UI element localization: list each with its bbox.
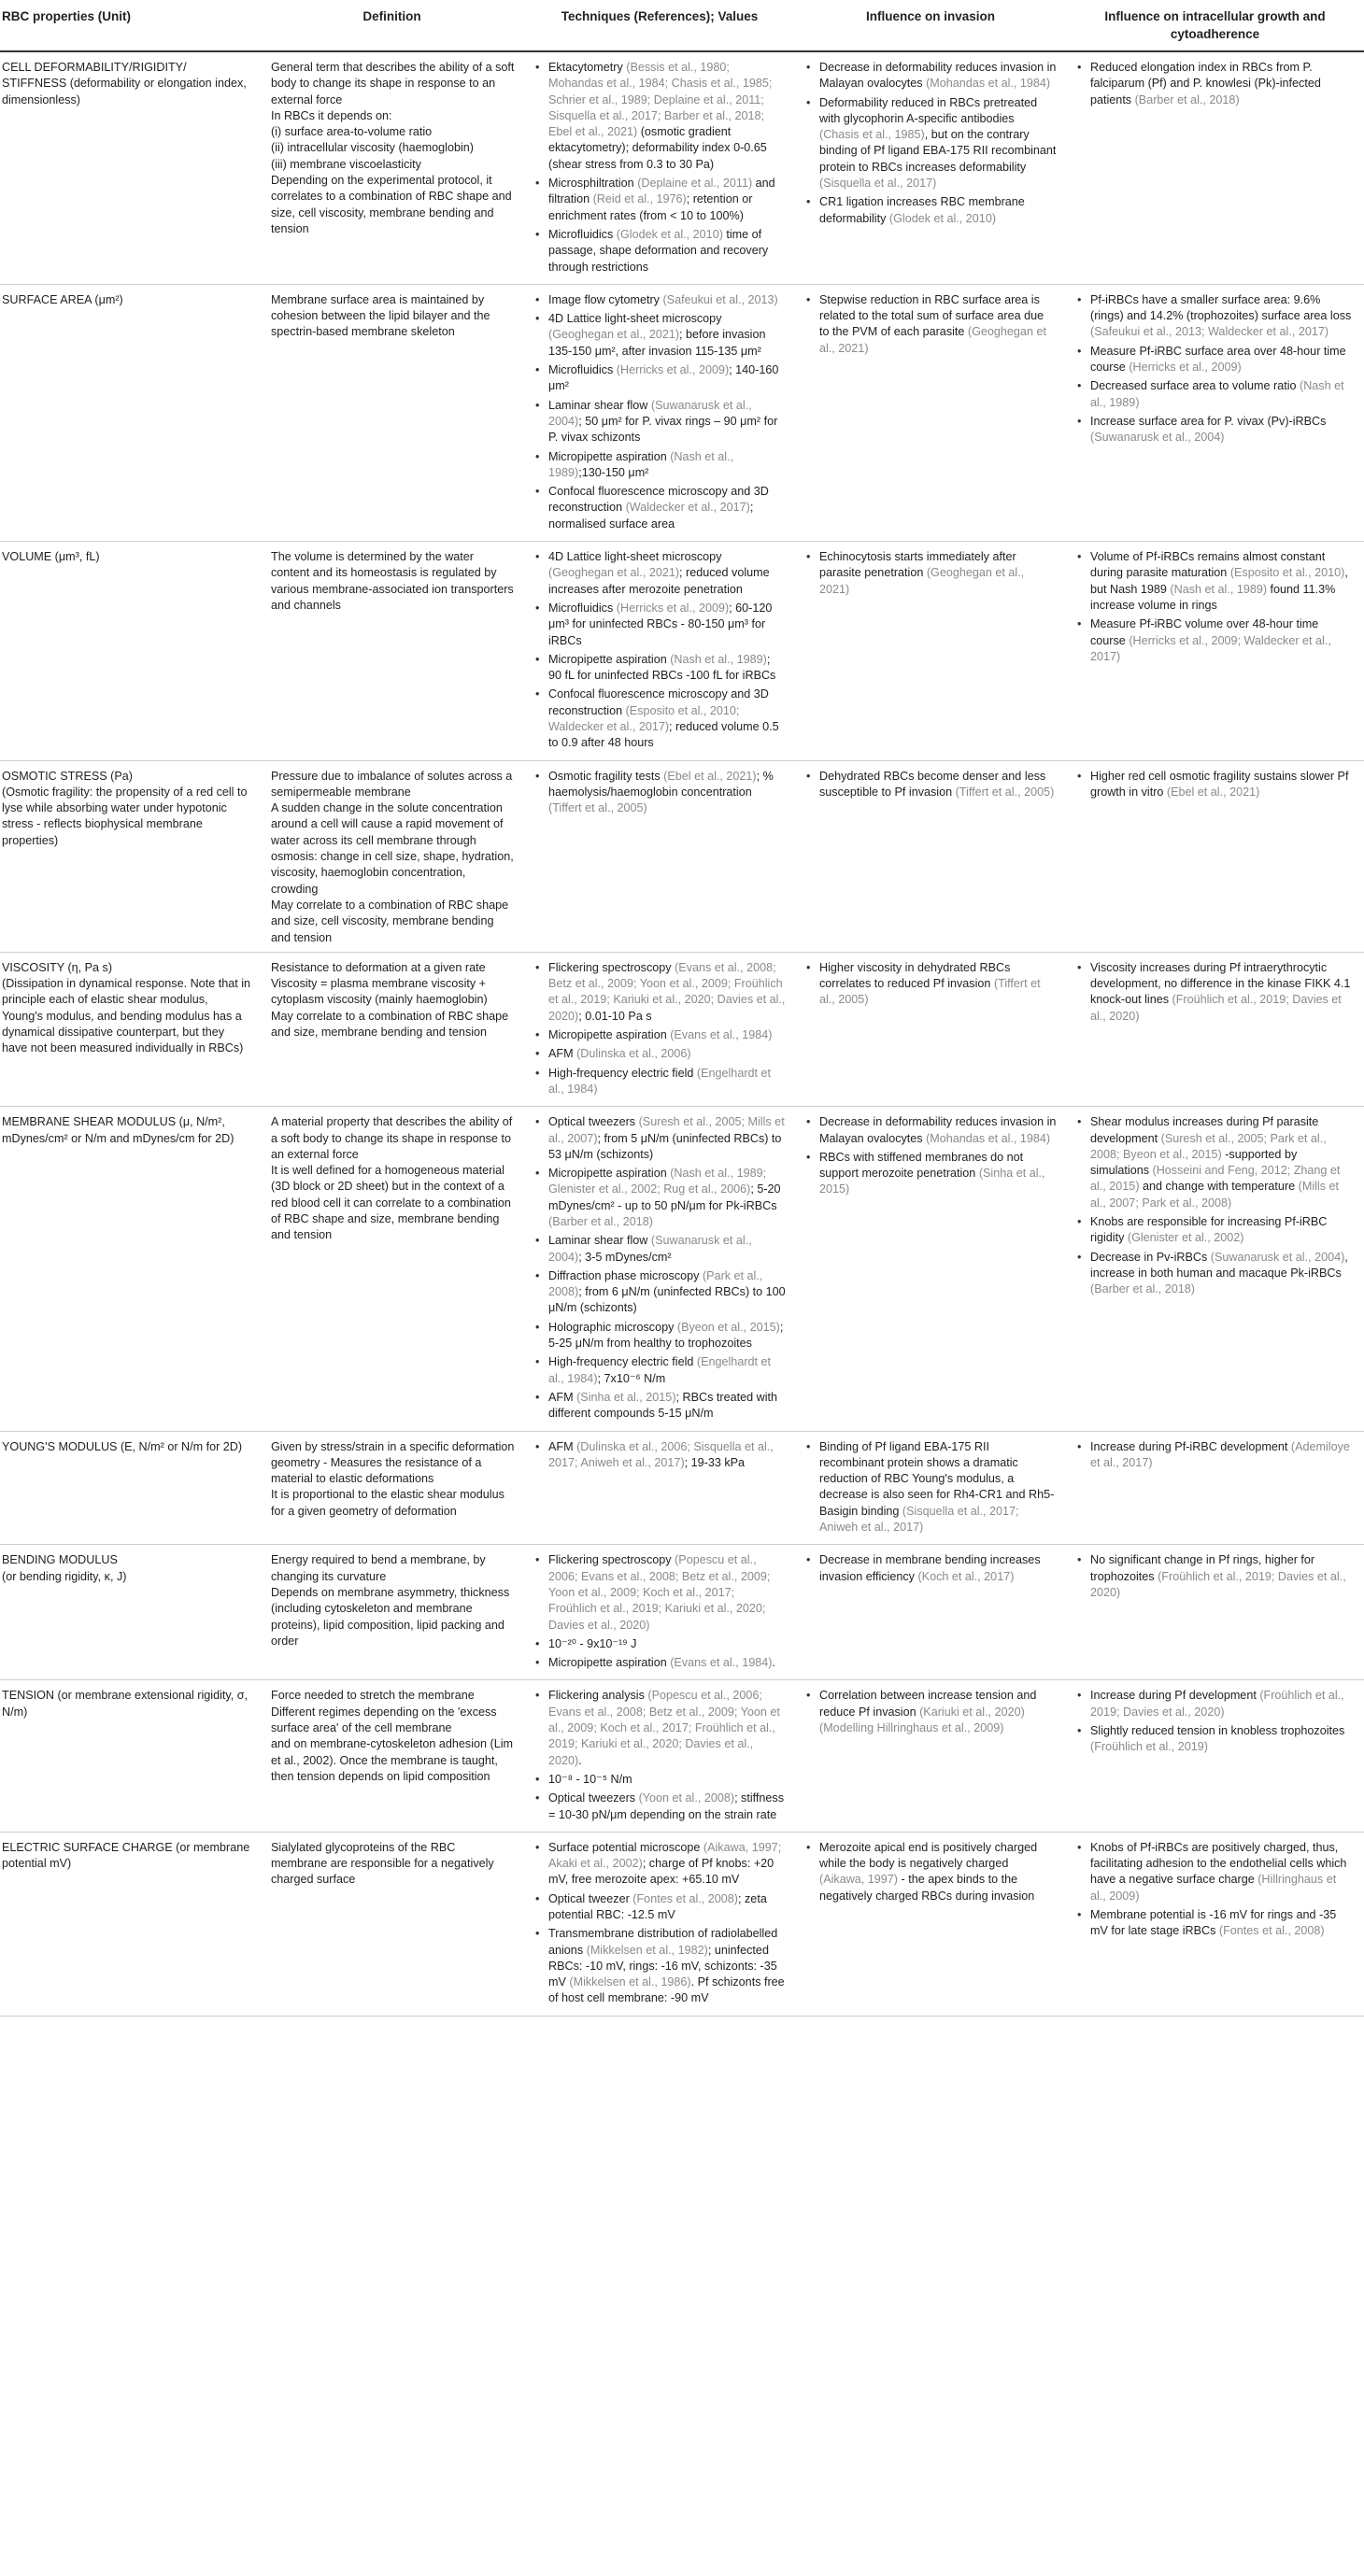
techniques-cell <box>524 1431 795 1545</box>
list-item: • Decreased surface area to volume ratio (Nash et al., 1989) <box>1090 378 1355 411</box>
list-item: • Increase during Pf-iRBC development (Ademiloye et al., 2017) <box>1090 1439 1355 1472</box>
property-cell-line: (Osmotic fragility: the propensity of a red cell to lyse while absorbing water under hypotonic stress - reflects biophysical membrane properties) <box>2 785 248 847</box>
property-cell <box>0 1545 260 1680</box>
header-influence-invasion: Influence on invasion <box>795 0 1066 51</box>
property-cell-line: CELL DEFORMABILITY/RIGIDITY/ STIFFNESS (deformability or elongation index, dimensionless) <box>2 61 247 106</box>
list-item: • Flickering analysis (Popescu et al., 2006; Evans et al., 2008; Betz et al., 2009; Yoon et al., 2009; Koch et al., 2017; Froühlich et al., 2019; Kariuki et al., 2020; Davies et al., 2020). <box>548 1688 786 1768</box>
list-item: • AFM (Dulinska et al., 2006) <box>548 1046 786 1062</box>
list-item: • Confocal fluorescence microscopy and 3D reconstruction (Waldecker et al., 2017); normalised surface area <box>548 484 786 532</box>
table-row <box>0 1832 1364 2016</box>
growth-cell <box>1066 1832 1364 2016</box>
growth-cell-list <box>1075 1552 1355 1601</box>
list-item: • Flickering spectroscopy (Popescu et al., 2006; Evans et al., 2008; Betz et al., 2009; Yoon et al., 2009; Koch et al., 2017; Froühlich et al., 2019; Kariuki et al., 2020; Davies et al., 2020) <box>548 1552 786 1633</box>
list-item: • Decrease in Pv-iRBCs (Suwanarusk et al., 2004), increase in both human and macaque Pk-iRBCs (Barber et al., 2018) <box>1090 1250 1355 1298</box>
definition-cell-line: Pressure due to imbalance of solutes across a semipermeable membrane <box>271 769 513 799</box>
table-row <box>0 1431 1364 1545</box>
invasion-cell <box>795 952 1066 1106</box>
definition-cell-line: Membrane surface area is maintained by cohesion between the lipid bilayer and the spectrin-based membrane skeleton <box>271 292 490 339</box>
list-item: • Dehydrated RBCs become denser and less susceptible to Pf invasion (Tiffert et al., 2005) <box>819 769 1057 801</box>
list-item: • Micropipette aspiration (Evans et al., 1984) <box>548 1027 786 1043</box>
list-item: • Optical tweezers (Yoon et al., 2008); stiffness = 10-30 pN/μm depending on the strain rate <box>548 1790 786 1823</box>
definition-cell-line: Given by stress/strain in a specific deformation geometry - Measures the resistance of a material to elastic deformations <box>271 1439 515 1486</box>
techniques-cell-list <box>533 769 786 817</box>
list-item: • AFM (Dulinska et al., 2006; Sisquella et al., 2017; Aniweh et al., 2017); 19-33 kPa <box>548 1439 786 1472</box>
list-item: • Laminar shear flow (Suwanarusk et al., 2004); 50 μm² for P. vivax rings – 90 μm² for P. vivax schizonts <box>548 398 786 446</box>
definition-cell <box>260 760 524 952</box>
list-item: • Reduced elongation index in RBCs from P. falciparum (Pf) and P. knowlesi (Pk)-infected patients (Barber et al., 2018) <box>1090 60 1355 108</box>
growth-cell <box>1066 51 1364 284</box>
property-cell <box>0 51 260 284</box>
list-item: • 4D Lattice light-sheet microscopy (Geoghegan et al., 2021); before invasion 135-150 μm², after invasion 115-135 μm² <box>548 311 786 360</box>
list-item: • Optical tweezers (Suresh et al., 2005; Mills et al., 2007); from 5 μN/m (uninfected RBCs) to 53 μN/m (schizonts) <box>548 1114 786 1163</box>
definition-cell-line: It is well defined for a homogeneous material (3D block or 2D sheet) but in the context of a red blood cell it can correlate to a combination of RBC shape and size, membrane bending and tension <box>271 1164 511 1242</box>
definition-cell-line: Sialylated glycoproteins of the RBC membrane are responsible for a negatively charged surface <box>271 1840 494 1887</box>
list-item: • Micropipette aspiration (Nash et al., 1989);130-150 μm² <box>548 449 786 482</box>
list-item: • RBCs with stiffened membranes do not support merozoite penetration (Sinha et al., 2015) <box>819 1150 1057 1198</box>
list-item: • Viscosity increases during Pf intraerythrocytic development, no difference in the kinase FIKK 4.1 knock-out lines (Froühlich et al., 2019; Davies et al., 2020) <box>1090 960 1355 1025</box>
definition-cell-line: Resistance to deformation at a given rate <box>271 960 486 974</box>
table-row <box>0 1107 1364 1431</box>
definition-cell-line: The volume is determined by the water content and its homeostasis is regulated by various membrane-associated ion transporters and channels <box>271 550 514 612</box>
invasion-cell-list <box>804 1840 1057 1904</box>
list-item: • Increase during Pf development (Froühlich et al., 2019; Davies et al., 2020) <box>1090 1688 1355 1720</box>
invasion-cell-list <box>804 1552 1057 1585</box>
list-item: • Pf-iRBCs have a smaller surface area: 9.6% (rings) and 14.2% (trophozoites) surface area loss (Safeukui et al., 2013; Waldecker et al., 2017) <box>1090 292 1355 341</box>
header-rbc-properties: RBC properties (Unit) <box>0 0 260 51</box>
invasion-cell <box>795 542 1066 761</box>
list-item: • Measure Pf-iRBC volume over 48-hour time course (Herricks et al., 2009; Waldecker et al., 2017) <box>1090 616 1355 665</box>
growth-cell <box>1066 760 1364 952</box>
list-item: • Flickering spectroscopy (Evans et al., 2008; Betz et al., 2009; Yoon et al., 2009; Froühlich et al., 2019; Kariuki et al., 2020; Davies et al., 2020); 0.01-10 Pa s <box>548 960 786 1025</box>
definition-cell-line: Viscosity = plasma membrane viscosity + cytoplasm viscosity (mainly haemoglobin) <box>271 977 488 1007</box>
table-row <box>0 1680 1364 1832</box>
property-cell-line: VISCOSITY (η, Pa s) <box>2 960 113 974</box>
header-row <box>0 0 1364 51</box>
property-cell <box>0 1431 260 1545</box>
invasion-cell-list <box>804 60 1057 227</box>
property-cell-line: MEMBRANE SHEAR MODULUS (μ, N/m², mDynes/cm² or N/m and mDynes/cm for 2D) <box>2 1115 234 1145</box>
list-item: • Deformability reduced in RBCs pretreated with glycophorin A-specific antibodies (Chasis et al., 1985), but on the contrary binding of Pf ligand EBA-175 RII recombinant protein to RBCs increases deformability (Sisquella et al., 2017) <box>819 95 1057 192</box>
definition-cell-line: Depends on membrane asymmetry, thickness (including cytoskeleton and membrane proteins), lipid composition, lipid packing and order <box>271 1585 510 1648</box>
list-item: • Decrease in deformability reduces invasion in Malayan ovalocytes (Mohandas et al., 1984) <box>819 1114 1057 1147</box>
property-cell-line: BENDING MODULUS <box>2 1553 118 1567</box>
invasion-cell-list <box>804 1439 1057 1536</box>
invasion-cell <box>795 1545 1066 1680</box>
invasion-cell-list <box>804 292 1057 357</box>
definition-cell-line: and on membrane-cytoskeleton adhesion (Lim et al., 2002). Once the membrane is taught, then tension depends on lipid composition <box>271 1737 514 1783</box>
definition-cell <box>260 952 524 1106</box>
techniques-cell <box>524 542 795 761</box>
property-cell <box>0 1680 260 1832</box>
list-item: • Surface potential microscope (Aikawa, 1997; Akaki et al., 2002); charge of Pf knobs: +20 mV, free merozoite apex: +65.10 mV <box>548 1840 786 1889</box>
invasion-cell-list <box>804 960 1057 1009</box>
definition-cell-line: It is proportional to the elastic shear modulus for a given geometry of deformation <box>271 1488 504 1518</box>
definition-cell-line: (i) surface area-to-volume ratio <box>271 125 433 139</box>
list-item: • Stepwise reduction in RBC surface area is related to the total sum of surface area due to the PVM of each parasite (Geoghegan et al., 2021) <box>819 292 1057 357</box>
techniques-cell-list <box>533 292 786 532</box>
techniques-cell <box>524 51 795 284</box>
property-cell <box>0 1107 260 1431</box>
definition-cell <box>260 284 524 541</box>
definition-cell-line: May correlate to a combination of RBC shape and size, cell viscosity, membrane bending and tension <box>271 898 509 944</box>
list-item: • Microfluidics (Herricks et al., 2009); 60-120 μm³ for uninfected RBCs - 80-150 μm³ for iRBCs <box>548 601 786 649</box>
list-item: • Microfluidics (Glodek et al., 2010) time of passage, shape deformation and recovery through restrictions <box>548 227 786 276</box>
definition-cell <box>260 1680 524 1832</box>
definition-cell-line: In RBCs it depends on: <box>271 108 392 122</box>
definition-cell-line: A sudden change in the solute concentration around a cell will cause a rapid movement of water across its cell membrane through osmosis: change in cell size, shape, hydration, viscosity, haemoglobin concentration, crowding <box>271 801 514 896</box>
growth-cell-list <box>1075 1840 1355 1940</box>
list-item: • Knobs of Pf-iRBCs are positively charged, thus, facilitating adhesion to the endothelial cells which have a negative surface charge (Hillringhaus et al., 2009) <box>1090 1840 1355 1904</box>
growth-cell-list <box>1075 60 1355 108</box>
property-cell <box>0 284 260 541</box>
header-influence-growth: Influence on intracellular growth and cytoadherence <box>1066 0 1364 51</box>
list-item: • No significant change in Pf rings, higher for trophozoites (Froühlich et al., 2019; Davies et al., 2020) <box>1090 1552 1355 1601</box>
definition-cell-line: May correlate to a combination of RBC shape and size, membrane bending and tension <box>271 1009 509 1040</box>
list-item: • Ektacytometry (Bessis et al., 1980; Mohandas et al., 1984; Chasis et al., 1985; Schrier et al., 1989; Deplaine et al., 2011; Sisquella et al., 2017; Barber et al., 2018; Ebel et al., 2021) (osmotic gradient ektacytometry); deformability index 0-0.65 (shear stress from 0.3 to 30 Pa) <box>548 60 786 173</box>
definition-cell <box>260 51 524 284</box>
growth-cell <box>1066 1545 1364 1680</box>
growth-cell <box>1066 542 1364 761</box>
property-cell-line: (or bending rigidity, κ, J) <box>2 1569 127 1583</box>
growth-cell <box>1066 284 1364 541</box>
property-cell-line: (Dissipation in dynamical response. Note that in principle each of elastic shear modulus, Young's modulus, and bending modulus has a dynamical dissipative counterpart, but they have not been measured individually in RBCs) <box>2 977 250 1055</box>
techniques-cell-list <box>533 1114 786 1422</box>
property-cell <box>0 952 260 1106</box>
techniques-cell <box>524 760 795 952</box>
growth-cell-list <box>1075 960 1355 1025</box>
list-item: • Optical tweezer (Fontes et al., 2008); zeta potential RBC: -12.5 mV <box>548 1891 786 1924</box>
list-item: • Shear modulus increases during Pf parasite development (Suresh et al., 2005; Park et al., 2008; Byeon et al., 2015) -supported by simulations (Hosseini and Feng, 2012; Zhang et al., 2015) and change with temperature (Mills et al., 2007; Park et al., 2008) <box>1090 1114 1355 1211</box>
list-item: • Decrease in deformability reduces invasion in Malayan ovalocytes (Mohandas et al., 1984) <box>819 60 1057 92</box>
table-row <box>0 952 1364 1106</box>
list-item: • Micropipette aspiration (Nash et al., 1989); 90 fL for uninfected RBCs -100 fL for iRBCs <box>548 652 786 685</box>
list-item: • Transmembrane distribution of radiolabelled anions (Mikkelsen et al., 1982); uninfected RBCs: -10 mV, rings: -16 mV, schizonts: -35 mV (Mikkelsen et al., 1986). Pf schizonts free of host cell membrane: -90 mV <box>548 1926 786 2006</box>
list-item: • Diffraction phase microscopy (Park et al., 2008); from 6 μN/m (uninfected RBCs) to 100 μN/m (schizonts) <box>548 1268 786 1317</box>
invasion-cell <box>795 1680 1066 1832</box>
invasion-cell-list <box>804 549 1057 598</box>
techniques-cell-list <box>533 1439 786 1472</box>
techniques-cell-list <box>533 549 786 752</box>
property-cell <box>0 1832 260 2016</box>
list-item: • Decrease in membrane bending increases invasion efficiency (Koch et al., 2017) <box>819 1552 1057 1585</box>
growth-cell-list <box>1075 1114 1355 1297</box>
property-cell-line: YOUNG'S MODULUS (E, N/m² or N/m for 2D) <box>2 1439 243 1453</box>
techniques-cell <box>524 1680 795 1832</box>
techniques-cell-list <box>533 60 786 276</box>
growth-cell-list <box>1075 1439 1355 1472</box>
techniques-cell-list <box>533 1688 786 1822</box>
list-item: • Micropipette aspiration (Evans et al., 1984). <box>548 1655 786 1671</box>
techniques-cell-list <box>533 960 786 1097</box>
list-item: • AFM (Sinha et al., 2015); RBCs treated with different compounds 5-15 μN/m <box>548 1390 786 1422</box>
growth-cell-list <box>1075 549 1355 665</box>
techniques-cell-list <box>533 1840 786 2007</box>
property-cell-line: VOLUME (μm³, fL) <box>2 550 100 564</box>
list-item: • Microsphiltration (Deplaine et al., 2011) and filtration (Reid et al., 1976); retention or enrichment rates (from < 10 to 100%) <box>548 176 786 224</box>
property-cell <box>0 542 260 761</box>
definition-cell <box>260 1431 524 1545</box>
list-item: • Osmotic fragility tests (Ebel et al., 2021); % haemolysis/haemoglobin concentration (Tiffert et al., 2005) <box>548 769 786 817</box>
definition-cell-line: A material property that describes the ability of a soft body to change its shape in response to an external force <box>271 1115 513 1161</box>
growth-cell <box>1066 952 1364 1106</box>
growth-cell-list <box>1075 769 1355 801</box>
definition-cell <box>260 1107 524 1431</box>
list-item: • High-frequency electric field (Engelhardt et al., 1984) <box>548 1066 786 1098</box>
invasion-cell-list <box>804 769 1057 801</box>
list-item: • Volume of Pf-iRBCs remains almost constant during parasite maturation (Esposito et al., 2010), but Nash 1989 (Nash et al., 1989) found 11.3% increase volume in rings <box>1090 549 1355 614</box>
list-item: • Image flow cytometry (Safeukui et al., 2013) <box>548 292 786 308</box>
techniques-cell <box>524 1107 795 1431</box>
growth-cell <box>1066 1680 1364 1832</box>
techniques-cell <box>524 284 795 541</box>
list-item: • Higher red cell osmotic fragility sustains slower Pf growth in vitro (Ebel et al., 2021) <box>1090 769 1355 801</box>
growth-cell-list <box>1075 1688 1355 1755</box>
list-item: • Confocal fluorescence microscopy and 3D reconstruction (Esposito et al., 2010; Waldecker et al., 2017); reduced volume 0.5 to 0.9 after 48 hours <box>548 686 786 751</box>
list-item: • 4D Lattice light-sheet microscopy (Geoghegan et al., 2021); reduced volume increases after merozoite penetration <box>548 549 786 598</box>
property-cell-line: SURFACE AREA (μm²) <box>2 292 123 306</box>
list-item: • Slightly reduced tension in knobless trophozoites (Froühlich et al., 2019) <box>1090 1723 1355 1756</box>
list-item: • 10⁻⁸ - 10⁻⁵ N/m <box>548 1772 786 1788</box>
table-row <box>0 51 1364 284</box>
list-item: • Correlation between increase tension and reduce Pf invasion (Kariuki et al., 2020) (Modelling Hillringhaus et al., 2009) <box>819 1688 1057 1736</box>
invasion-cell-list <box>804 1688 1057 1736</box>
growth-cell <box>1066 1107 1364 1431</box>
list-item: • Microfluidics (Herricks et al., 2009); 140-160 μm² <box>548 362 786 395</box>
definition-cell <box>260 1545 524 1680</box>
list-item: • Micropipette aspiration (Nash et al., 1989; Glenister et al., 2002; Rug et al., 2006); 5-20 mDynes/cm² - up to 50 pN/μm for Pk-iRBCs (Barber et al., 2018) <box>548 1166 786 1230</box>
definition-cell-line: General term that describes the ability of a soft body to change its shape in response to an external force <box>271 61 515 106</box>
list-item: • Laminar shear flow (Suwanarusk et al., 2004); 3-5 mDynes/cm² <box>548 1233 786 1266</box>
list-item: • Holographic microscopy (Byeon et al., 2015); 5-25 μN/m from healthy to trophozoites <box>548 1320 786 1352</box>
header-definition: Definition <box>260 0 524 51</box>
list-item: • Measure Pf-iRBC surface area over 48-hour time course (Herricks et al., 2009) <box>1090 344 1355 376</box>
techniques-cell <box>524 1545 795 1680</box>
list-item: • Merozoite apical end is positively charged while the body is negatively charged (Aikawa, 1997) - the apex binds to the negatively charged RBCs during invasion <box>819 1840 1057 1904</box>
invasion-cell <box>795 1107 1066 1431</box>
property-cell-line: OSMOTIC STRESS (Pa) <box>2 769 133 783</box>
definition-cell-line: Depending on the experimental protocol, it correlates to a combination of RBC shape and size, cell viscosity, membrane bending and tension <box>271 174 512 235</box>
growth-cell-list <box>1075 292 1355 446</box>
definition-cell-line: (iii) membrane viscoelasticity <box>271 157 421 171</box>
definition-cell <box>260 1832 524 2016</box>
definition-cell-line: Energy required to bend a membrane, by changing its curvature <box>271 1553 486 1583</box>
table-row <box>0 1545 1364 1680</box>
techniques-cell <box>524 1832 795 2016</box>
invasion-cell <box>795 1431 1066 1545</box>
table-row <box>0 760 1364 952</box>
definition-cell-line: Force needed to stretch the membrane <box>271 1689 475 1703</box>
invasion-cell-list <box>804 1114 1057 1197</box>
definition-cell-line: Different regimes depending on the 'excess surface area' of the cell membrane <box>271 1705 497 1735</box>
growth-cell <box>1066 1431 1364 1545</box>
list-item: • CR1 ligation increases RBC membrane deformability (Glodek et al., 2010) <box>819 194 1057 227</box>
definition-cell <box>260 542 524 761</box>
invasion-cell <box>795 284 1066 541</box>
techniques-cell-list <box>533 1552 786 1671</box>
list-item: • Binding of Pf ligand EBA-175 RII recombinant protein shows a dramatic reduction of RBC Young's modulus, a decrease is also seen for Rh4-CR1 and Rh5-Basigin binding (Sisquella et al., 2017; Aniweh et al., 2017) <box>819 1439 1057 1536</box>
list-item: • High-frequency electric field (Engelhardt et al., 1984); 7x10⁻⁶ N/m <box>548 1354 786 1387</box>
table-row <box>0 284 1364 541</box>
definition-cell-line: (ii) intracellular viscosity (haemoglobin) <box>271 141 474 155</box>
list-item: • 10⁻²⁰ - 9x10⁻¹⁹ J <box>548 1636 786 1652</box>
list-item: • Knobs are responsible for increasing Pf-iRBC rigidity (Glenister et al., 2002) <box>1090 1214 1355 1247</box>
property-cell-line: ELECTRIC SURFACE CHARGE (or membrane potential mV) <box>2 1840 250 1871</box>
techniques-cell <box>524 952 795 1106</box>
table-row <box>0 542 1364 761</box>
invasion-cell <box>795 51 1066 284</box>
property-cell-line: TENSION (or membrane extensional rigidity, σ, N/m) <box>2 1689 248 1719</box>
invasion-cell <box>795 760 1066 952</box>
list-item: • Increase surface area for P. vivax (Pv)-iRBCs (Suwanarusk et al., 2004) <box>1090 414 1355 446</box>
list-item: • Higher viscosity in dehydrated RBCs correlates to reduced Pf invasion (Tiffert et al., 2005) <box>819 960 1057 1009</box>
invasion-cell <box>795 1832 1066 2016</box>
property-cell <box>0 760 260 952</box>
header-techniques: Techniques (References); Values <box>524 0 795 51</box>
list-item: • Membrane potential is -16 mV for rings and -35 mV for late stage iRBCs (Fontes et al., 2008) <box>1090 1907 1355 1940</box>
list-item: • Echinocytosis starts immediately after parasite penetration (Geoghegan et al., 2021) <box>819 549 1057 598</box>
